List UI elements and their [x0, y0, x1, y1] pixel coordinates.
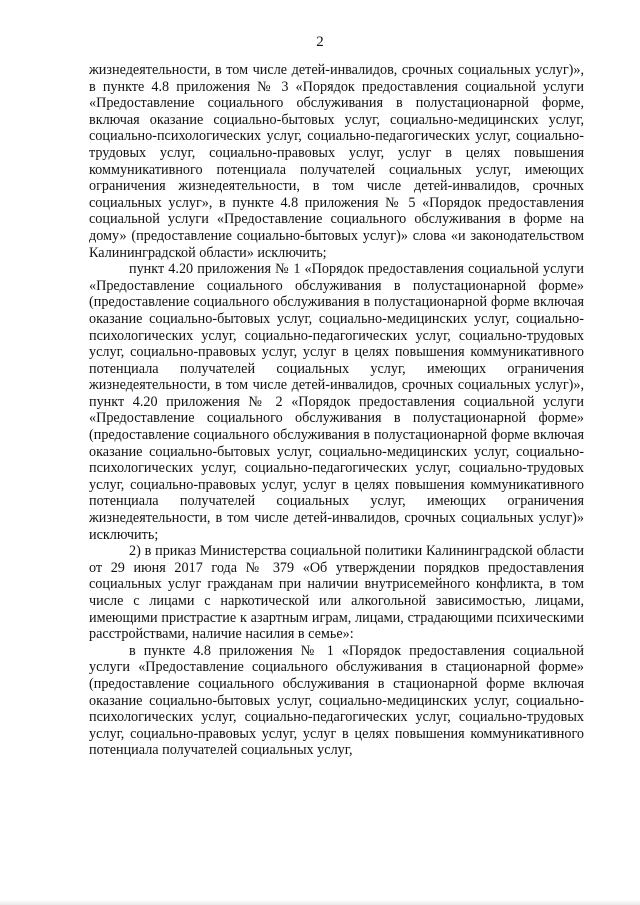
page-number: 2: [316, 34, 324, 50]
paragraph-point-4-20: пункт 4.20 приложения № 1 «Порядок предоставления социальной услуги «Предоставление социального обслуживания в полустационарной форме» (предоставление социального обслуживания в полустационарной форме включая оказание социально-бытовых услуг, социально-медицинских услуг, социально-психологических услуг, социально-педагогических услуг, социально-трудовых услуг, социально-правовых услуг, услуг в целях повышения коммуникативного потенциала получателей социальных услуг, имеющих ограничения жизнедеятельности, в том числе детей-инвалидов, срочных социальных услуг)», пункт 4.20 приложения № 2 «Порядок предоставления социальной услуги «Предоставление социального обслуживания в полустационарной форме» (предоставление социального обслуживания в полустационарной форме включая оказание социально-бытовых услуг, социально-медицинских услуг, социально-психологических услуг, социально-педагогических услуг, социально-трудовых услуг, социально-правовых услуг, услуг в целях повышения коммуникативного потенциала получателей социальных услуг, имеющих ограничения жизнедеятельности, в том числе детей-инвалидов, срочных социальных услуг)» исключить;: [89, 261, 584, 543]
document-body: [89, 62, 584, 759]
paragraph-point-4-8: в пункте 4.8 приложения № 1 «Порядок предоставления социальной услуги «Предоставление социального обслуживания в стационарной форме» (предоставление социального обслуживания в стационарной форме включая оказание социально-бытовых услуг, социально-медицинских услуг, социально-психологических услуг, социально-педагогических услуг, социально-трудовых услуг, социально-правовых услуг, услуг в целях повышения коммуникативного потенциала получателей социальных услуг,: [89, 642, 584, 759]
paragraph-continuation: жизнедеятельности, в том числе детей-инвалидов, срочных социальных услуг)», в пункте 4.8 приложения № 3 «Порядок предоставления социальной услуги «Предоставление социального обслуживания в полустационарной форме, включая оказание социально-бытовых услуг, социально-медицинских услуг, социально-психологических услуг, социально-педагогических услуг, социально-трудовых услуг, социально-правовых услуг, услуг в целях повышения коммуникативного потенциала получателей социальных услуг, имеющих ограничения жизнедеятельности, в том числе детей-инвалидов, срочных социальных услуг», в пункте 4.8 приложения № 5 «Порядок предоставления социальной услуги «Предоставление социального обслуживания в форме на дому» (предоставление социально-бытовых услуг)» слова «и законодательством Калининградской области» исключить;: [89, 62, 584, 261]
paragraph-item-2: 2) в приказ Министерства социальной политики Калининградской области от 29 июня 2017 года № 379 «Об утверждении порядков предоставления социальных услуг гражданам при наличии внутрисемейного конфликта, в том числе с лицами с наркотической или алкогольной зависимостью, лицами, имеющими пристрастие к азартным играм, лицами, страдающими психическими расстройствами, наличие насилия в семье»:: [89, 543, 584, 643]
scan-bottom-edge: [0, 900, 640, 905]
